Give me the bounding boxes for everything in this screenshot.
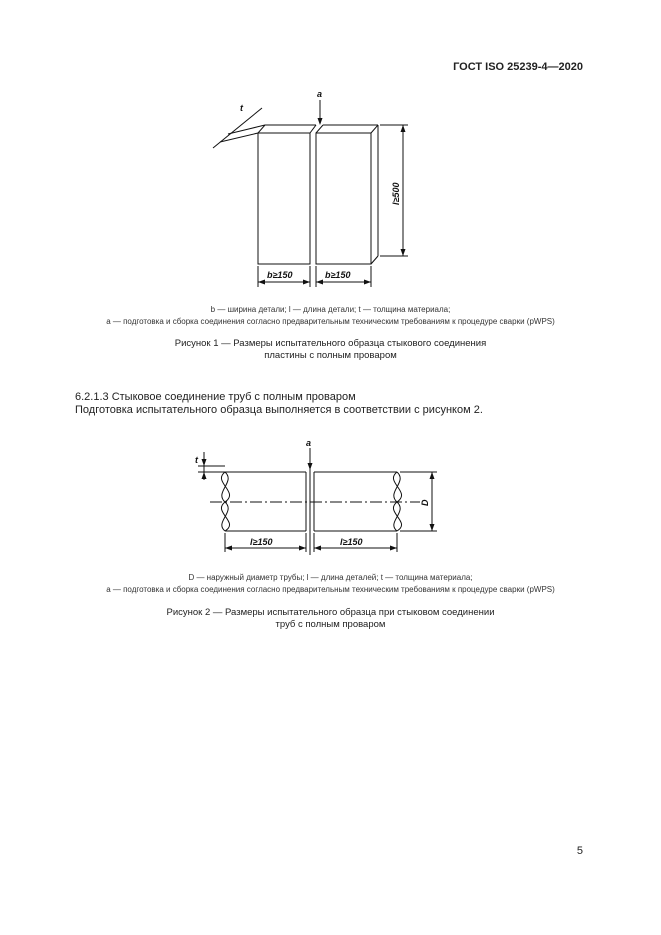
right-plate	[316, 133, 371, 264]
fig1-label-l: l≥500	[391, 182, 401, 205]
page-number: 5	[576, 845, 583, 857]
figure1-drawing	[0, 0, 661, 300]
figure1-legend-line2: a — подготовка и сборка соединения согласно предварительным техническим требованиям к процедуре сварки (pWPS)	[106, 317, 555, 326]
figure2-caption-line2: труб с полным проваром	[275, 619, 386, 630]
fig2-label-l2: l≥150	[340, 537, 363, 547]
fig2-label-D: D	[420, 499, 430, 506]
section-text: Подготовка испытательного образца выполняется в соответствии с рисунком 2.	[75, 404, 483, 416]
figure2-drawing	[0, 430, 661, 565]
section-heading: 6.2.1.3 Стыковое соединение труб с полным проваром	[75, 391, 356, 403]
fig2-label-a: a	[306, 438, 312, 448]
fig2-label-l1: l≥150	[250, 537, 273, 547]
document-code: ГОСТ ISO 25239-4—2020	[453, 61, 583, 73]
fig1-label-b1: b≥150	[267, 270, 293, 280]
fig1-label-b2: b≥150	[325, 270, 351, 280]
fig1-label-t: t	[240, 103, 243, 113]
fig2-label-t: t	[195, 455, 198, 465]
figure2-caption-line1: Рисунок 2 — Размеры испытательного образца при стыковом соединении	[166, 607, 495, 618]
fig1-label-a: a	[317, 89, 323, 99]
figure2-legend-line1: D — наружный диаметр трубы; l — длина деталей; t — толщина материала;	[188, 573, 473, 582]
left-plate	[258, 133, 310, 264]
figure1-caption-line2: пластины с полным проваром	[264, 350, 397, 361]
figure2-legend-line2: a — подготовка и сборка соединения согласно предварительным техническим требованиям к процедуре сварки (pWPS)	[106, 585, 555, 594]
figure1-legend-line1: b — ширина детали; l — длина детали; t — толщина материала;	[210, 305, 451, 314]
figure1-caption-line1: Рисунок 1 — Размеры испытательного образца стыкового соединения	[174, 338, 487, 349]
